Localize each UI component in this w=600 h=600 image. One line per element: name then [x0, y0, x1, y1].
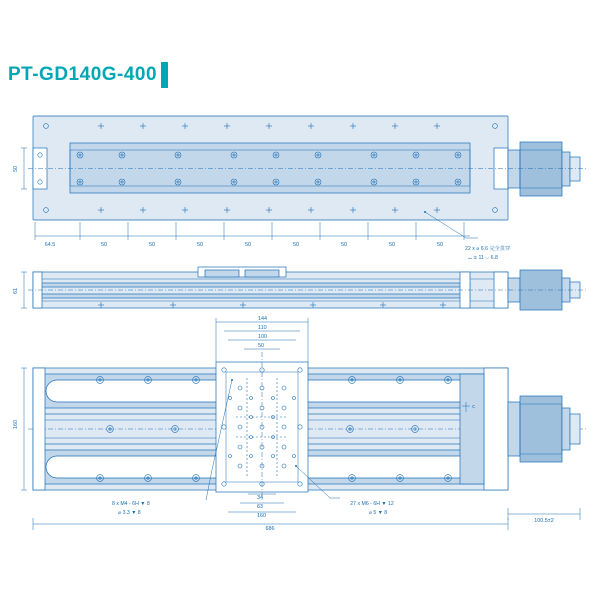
dim-top-height [13, 148, 27, 189]
dim-overall-length-label: 686 [265, 526, 275, 532]
dim-chain-5: 50 [245, 242, 251, 248]
dim-stack-top-2: 110 [258, 325, 267, 331]
note-counterbore-top-line1: 22 x ⌀ 6.6 完全贯穿 [465, 246, 511, 252]
dim-chain-6: 50 [293, 242, 299, 248]
dim-bottom-height [13, 368, 27, 490]
note-m6-line1: 27 x M6 - 6H ▼ 12 [350, 501, 394, 507]
note-m4-line2: ⌀ 3.3 ▼ 8 [118, 510, 141, 516]
bottom-view [13, 316, 588, 532]
dim-chain-2: 50 [101, 242, 107, 248]
section-marker-label: C [472, 404, 476, 409]
front-view [13, 267, 588, 310]
dim-stack-top-3: 100 [258, 334, 267, 340]
dim-stack-bottom [228, 494, 296, 519]
dim-front-height-label: 61 [13, 288, 19, 294]
dim-overall-length [33, 518, 508, 532]
dim-chain-4: 50 [197, 242, 203, 248]
dim-stack-bottom-3: 160 [257, 513, 266, 519]
dim-front-height [13, 272, 27, 308]
dim-chain-1: 64.5 [44, 242, 56, 248]
dim-chain-3: 50 [149, 242, 155, 248]
note-counterbore-top-line2: ⌴ ⌀ 11 ⌵ 6.8 [468, 255, 498, 261]
dim-stack-top-1: 144 [258, 316, 267, 322]
note-m4-line1: 8 x M4 - 6H ▼ 8 [112, 501, 150, 507]
dim-stack-top-4: 50 [258, 343, 264, 349]
dim-right-overhang [508, 508, 580, 524]
dim-chain-9: 50 [437, 242, 443, 248]
dim-bottom-height-label: 160 [13, 420, 19, 429]
top-view [13, 116, 588, 261]
dim-stack-bottom-1: 34 [257, 495, 263, 501]
page-title: PT-GD140G-400 [8, 64, 158, 85]
dim-right-overhang-label: 100.5±2 [534, 518, 554, 524]
dim-chain-8: 50 [389, 242, 395, 248]
dim-top-chain [35, 222, 470, 248]
dim-chain-7: 50 [341, 242, 347, 248]
dim-stack-bottom-2: 63 [257, 504, 263, 510]
dim-top-height-label: 50 [13, 166, 19, 172]
note-m6-line2: ⌀ 5 ▼ 8 [368, 510, 388, 516]
